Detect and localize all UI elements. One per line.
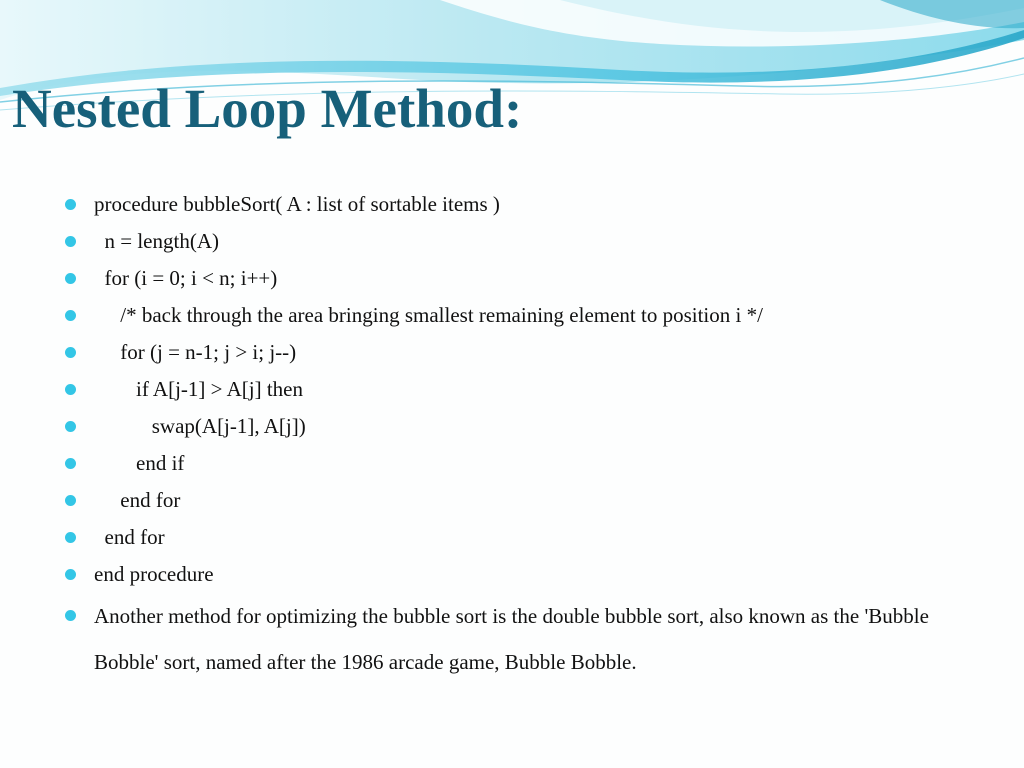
bullet-dot-icon (65, 384, 76, 395)
code-line (62, 445, 992, 482)
code-line (62, 408, 992, 445)
code-line (62, 297, 992, 334)
code-line-text: n = length(A) (94, 229, 219, 253)
bullet-dot-icon (65, 421, 76, 432)
code-line-text: end procedure (94, 562, 214, 586)
code-line (62, 482, 992, 519)
bullet-dot-icon (65, 569, 76, 580)
code-line-text: for (i = 0; i < n; i++) (94, 266, 278, 290)
bullet-dot-icon (65, 236, 76, 247)
bullet-dot-icon (65, 273, 76, 284)
code-line-text: end for (94, 488, 181, 512)
bullet-dot-icon (65, 495, 76, 506)
paragraph-item (62, 593, 992, 685)
bullet-dot-icon (65, 610, 76, 621)
code-line (62, 371, 992, 408)
bullet-dot-icon (65, 532, 76, 543)
code-line-text: end for (94, 525, 165, 549)
bullet-dot-icon (65, 199, 76, 210)
code-line-text: if A[j-1] > A[j] then (94, 377, 303, 401)
code-line-text: for (j = n-1; j > i; j--) (94, 340, 297, 364)
bullet-dot-icon (65, 458, 76, 469)
code-line-text: swap(A[j-1], A[j]) (94, 414, 306, 438)
bullet-list (62, 186, 992, 685)
code-line (62, 556, 992, 593)
code-line-text: procedure bubbleSort( A : list of sortable items ) (94, 192, 500, 216)
code-line (62, 519, 992, 556)
code-line (62, 186, 992, 223)
code-line-text: end if (94, 451, 185, 475)
slide-title: Nested Loop Method: (12, 78, 523, 139)
code-line (62, 260, 992, 297)
code-line (62, 223, 992, 260)
code-line (62, 334, 992, 371)
bullet-dot-icon (65, 347, 76, 358)
bullet-dot-icon (65, 310, 76, 321)
paragraph-text: Another method for optimizing the bubble sort is the double bubble sort, also known as the 'Bubble Bobble' sort, named after the 1986 arcade game, Bubble Bobble. (94, 604, 929, 674)
code-line-text: /* back through the area bringing smallest remaining element to position i */ (94, 303, 763, 327)
